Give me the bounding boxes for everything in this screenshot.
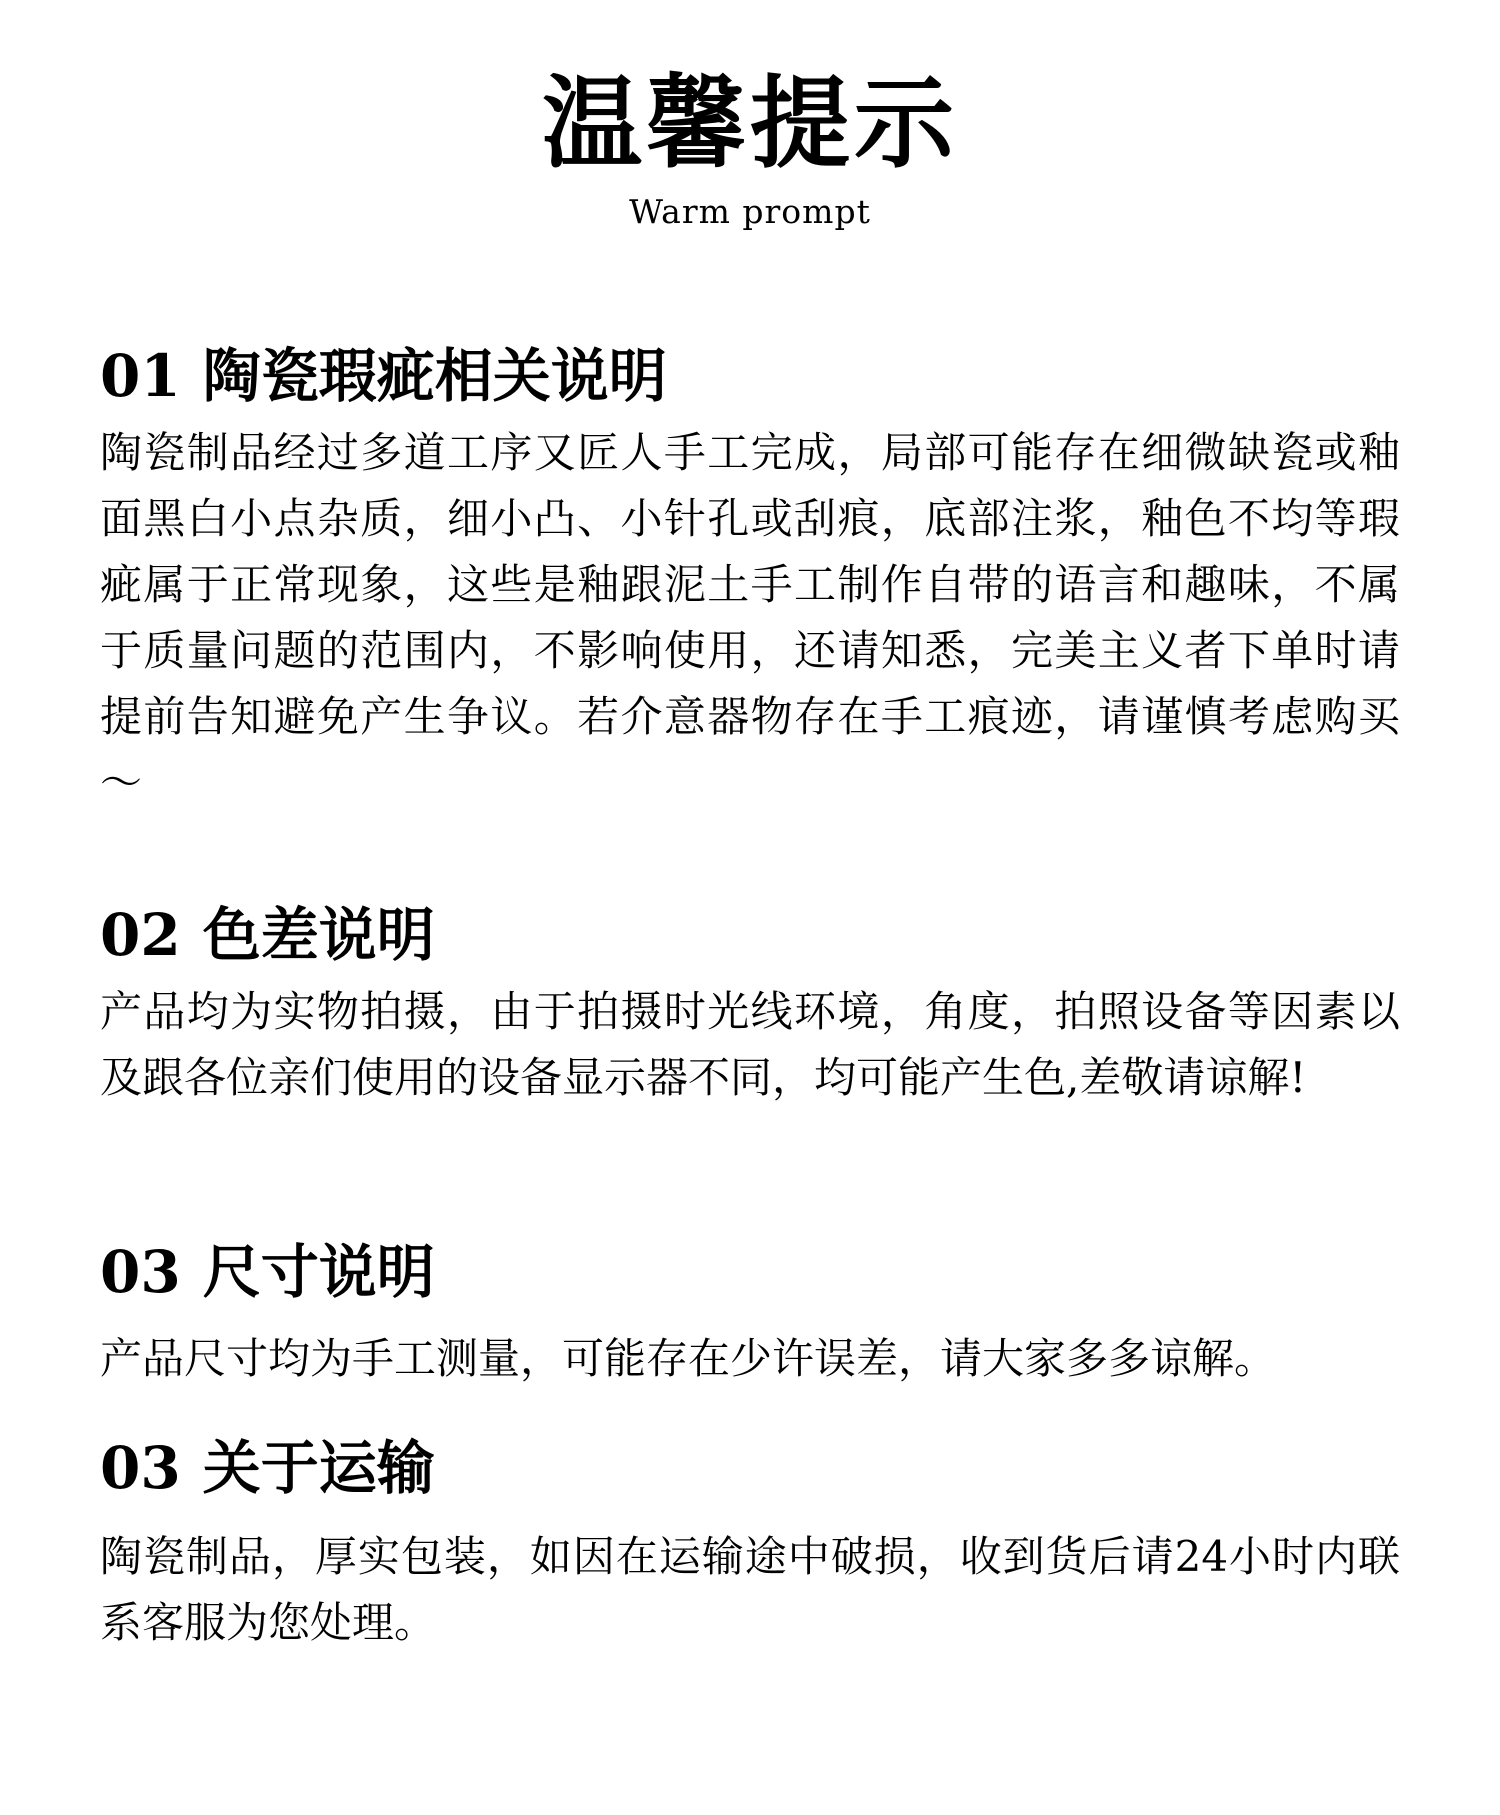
section-size (100, 1232, 1400, 1392)
section-body: 产品尺寸均为手工测量，可能存在少许误差，请大家多多谅解。 (100, 1334, 1277, 1383)
section-number: 02 (100, 901, 181, 969)
section-body: 产品均为实物拍摄，由于拍摄时光线环境，角度，拍照设备等因素以及跟各位亲们使用的设备显示器不同，均可能产生色,差敬请谅解! (100, 987, 1400, 1102)
page-title: 温馨提示 (542, 64, 958, 182)
section-title: 关于运输 (202, 1434, 435, 1502)
section-heading (100, 895, 1400, 975)
section-title: 陶瓷瑕疵相关说明 (202, 342, 667, 410)
section-title: 色差说明 (202, 901, 435, 969)
section-number: 01 (100, 342, 181, 410)
section-title: 尺寸说明 (202, 1238, 435, 1306)
section-body: 陶瓷制品，厚实包装，如因在运输途中破损，收到货后请24小时内联系客服为您处理。 (100, 1532, 1400, 1647)
section-number: 03 (100, 1434, 181, 1502)
section-color-difference (100, 895, 1400, 1111)
section-heading (100, 1428, 1400, 1508)
section-heading (100, 1232, 1400, 1312)
section-heading (100, 336, 1400, 416)
section-body: 陶瓷制品经过多道工序又匠人手工完成，局部可能存在细微缺瓷或釉面黑白小点杂质，细小凸、小针孔或刮痕，底部注浆，釉色不均等瑕疵属于正常现象，这些是釉跟泥土手工制作自带的语言和趣味，不属于质量问题的范围内，不影响使用，还请知悉，完美主义者下单时请提前告知避免产生争议。若介意器物存在手工痕迹，请谨慎考虑购买～ (100, 428, 1400, 807)
section-ceramic-flaws (100, 336, 1400, 816)
section-number: 03 (100, 1238, 181, 1306)
section-shipping (100, 1428, 1400, 1656)
page-subtitle: Warm prompt (629, 192, 871, 231)
